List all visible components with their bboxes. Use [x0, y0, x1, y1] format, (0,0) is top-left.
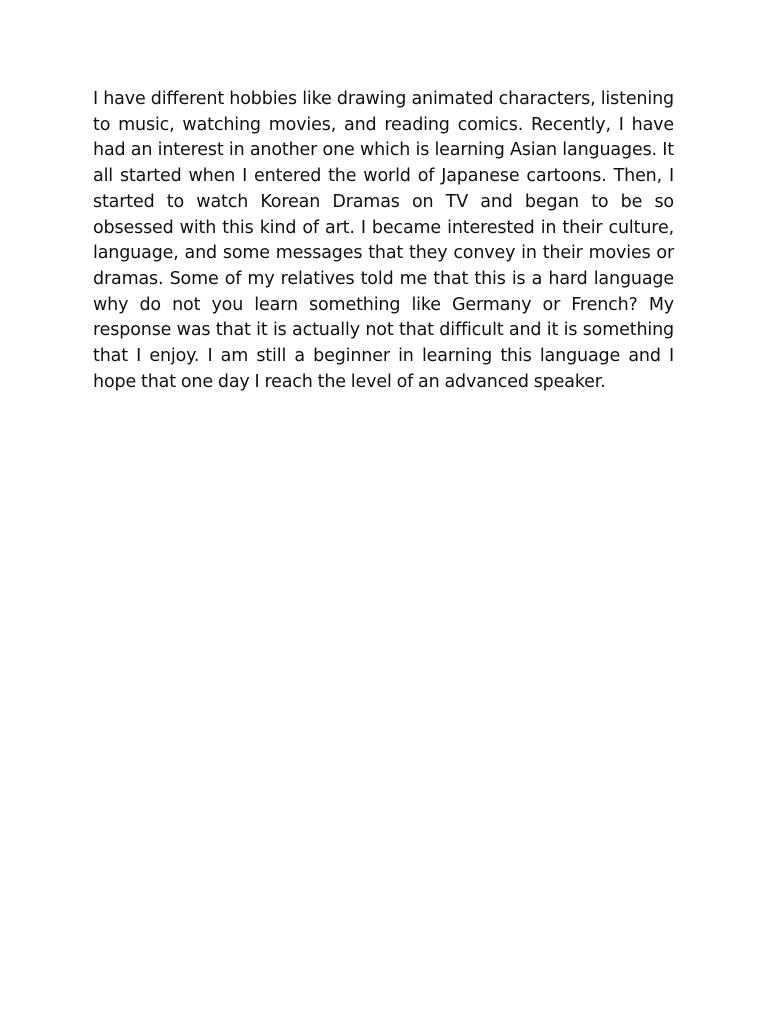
body-paragraph: I have different hobbies like drawing animated characters, listening to music, watching movies, and reading comics. Recently, I have had an interest in another one which is learning Asian languages. It all started when I entered the world of Japanese cartoons. Then, I started to watch Korean Dramas on TV and began to be so obsessed with this kind of art. I became interested in their culture, language, and some messages that they convey in their movies or dramas. Some of my relatives told me that this is a hard language why do not you learn something like Germany or French? My response was that it is actually not that difficult and it is something that I enjoy. I am still a beginner in learning this language and I hope that one day I reach the level of an advanced speaker. — [93, 89, 674, 392]
